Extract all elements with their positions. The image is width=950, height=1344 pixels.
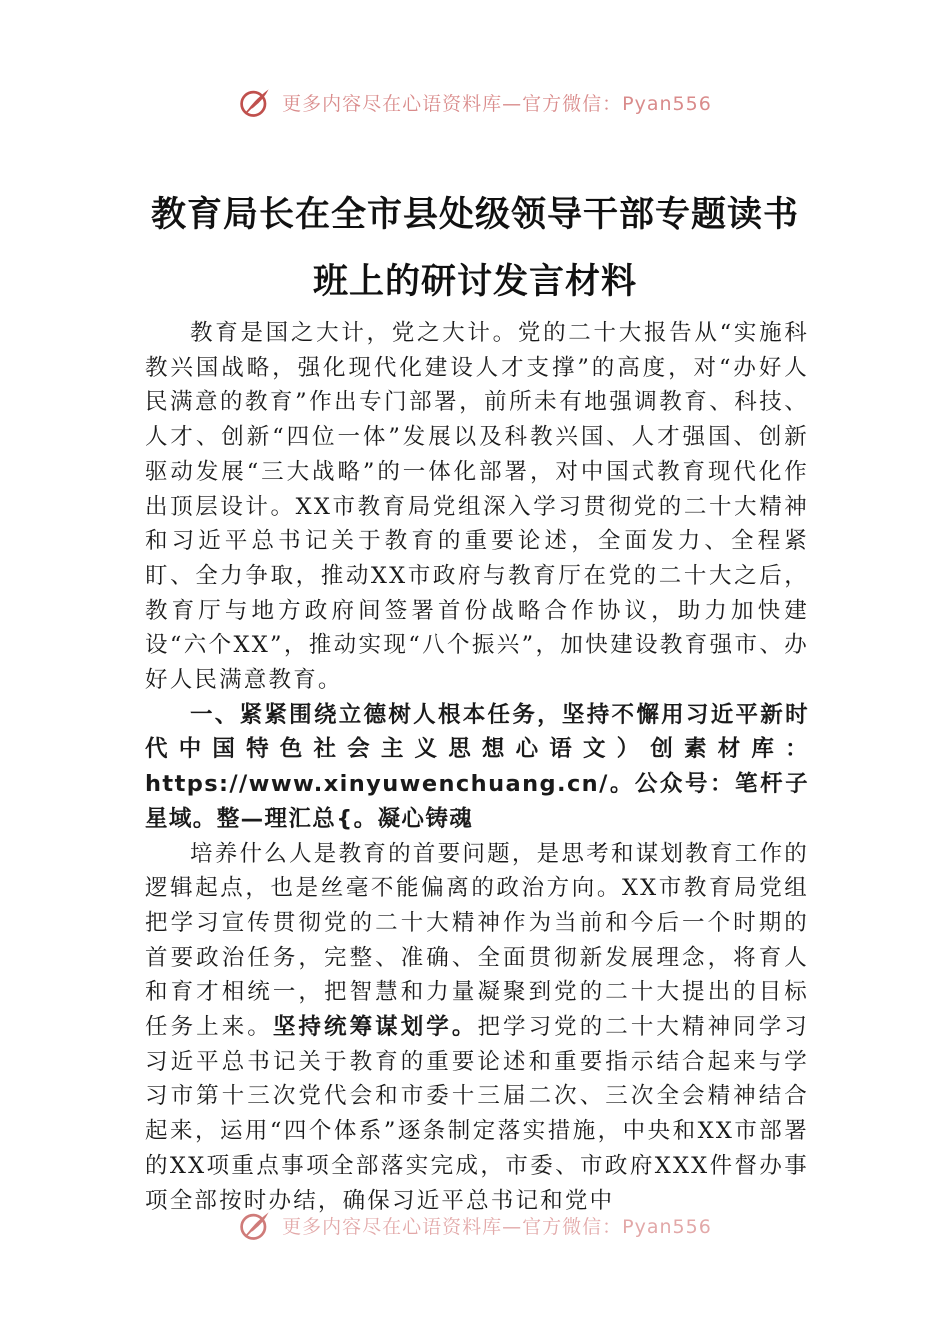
paragraph-text: 把学习党的二十大精神同学习习近平总书记关于教育的重要论述和重要指示结合起来与学习市第十三次党代会和市委十三届二次、三次全会精神结合起来，运用“四个体系”逐条制定落实措施，中央和XX市部署的XX项重点事项全部落实完成，市委、市政府XXX件督办事项全部按时办结，确保习近平总书记和党中 [145, 1014, 809, 1214]
bold-lead-phrase: 坚持统筹谋划学。 [272, 1014, 478, 1041]
quill-logo-icon [238, 1207, 274, 1243]
document-title-line1: 教育局长在全市县处级领导干部专题读书 [150, 194, 799, 235]
section-heading-1: 一、紧紧围绕立德树人根本任务，坚持不懈用习近平新时代中国特色社会主义思想心语文）创素材库：https://www.xinyuwenchuang.cn/。公众号：笔杆子星域。整—理汇总{。凝心铸魂 [145, 701, 809, 832]
document-title-line2: 班上的研讨发言材料 [312, 261, 637, 302]
watermark-text: 更多内容尽在心语资料库—官方微信：Pyan556 [282, 1215, 712, 1238]
paragraph-intro: 教育是国之大计，党之大计。党的二十大报告从“实施科教兴国战略，强化现代化建设人才支撑”的高度，对“办好人民满意的教育”作出专门部署，前所未有地强调教育、科技、人才、创新“四位一体”发展以及科教兴国、人才强国、创新驱动发展“三大战略”的一体化部署，对中国式教育现代化作出顶层设计。XX市教育局党组深入学习贯彻党的二十大精神和习近平总书记关于教育的重要论述，全面发力、全程紧盯、全力争取，推动XX市政府与教育厅在党的二十大之后，教育厅与地方政府间签署首份战略合作协议，助力加快建设“六个XX”，推动实现“八个振兴”，加快建设教育强市、办好人民满意教育。 [145, 320, 809, 694]
quill-logo-icon [238, 84, 274, 120]
paragraph-section-1 [145, 837, 809, 1219]
paragraph-text: 培养什么人是教育的首要问题，是思考和谋划教育工作的逻辑起点，也是丝毫不能偏离的政治方向。XX市教育局党组把学习宣传贯彻党的二十大精神作为当前和今后一个时期的首要政治任务，完整、准确、全面贯彻新发展理念，将育人和育才相统一，把智慧和力量凝聚到党的二十大提出的目标任务上来。 [145, 840, 809, 1041]
watermark-text: 更多内容尽在心语资料库—官方微信：Pyan556 [282, 92, 712, 115]
document-body [145, 316, 809, 1218]
watermark-header [0, 84, 950, 120]
watermark-footer [0, 1207, 950, 1243]
